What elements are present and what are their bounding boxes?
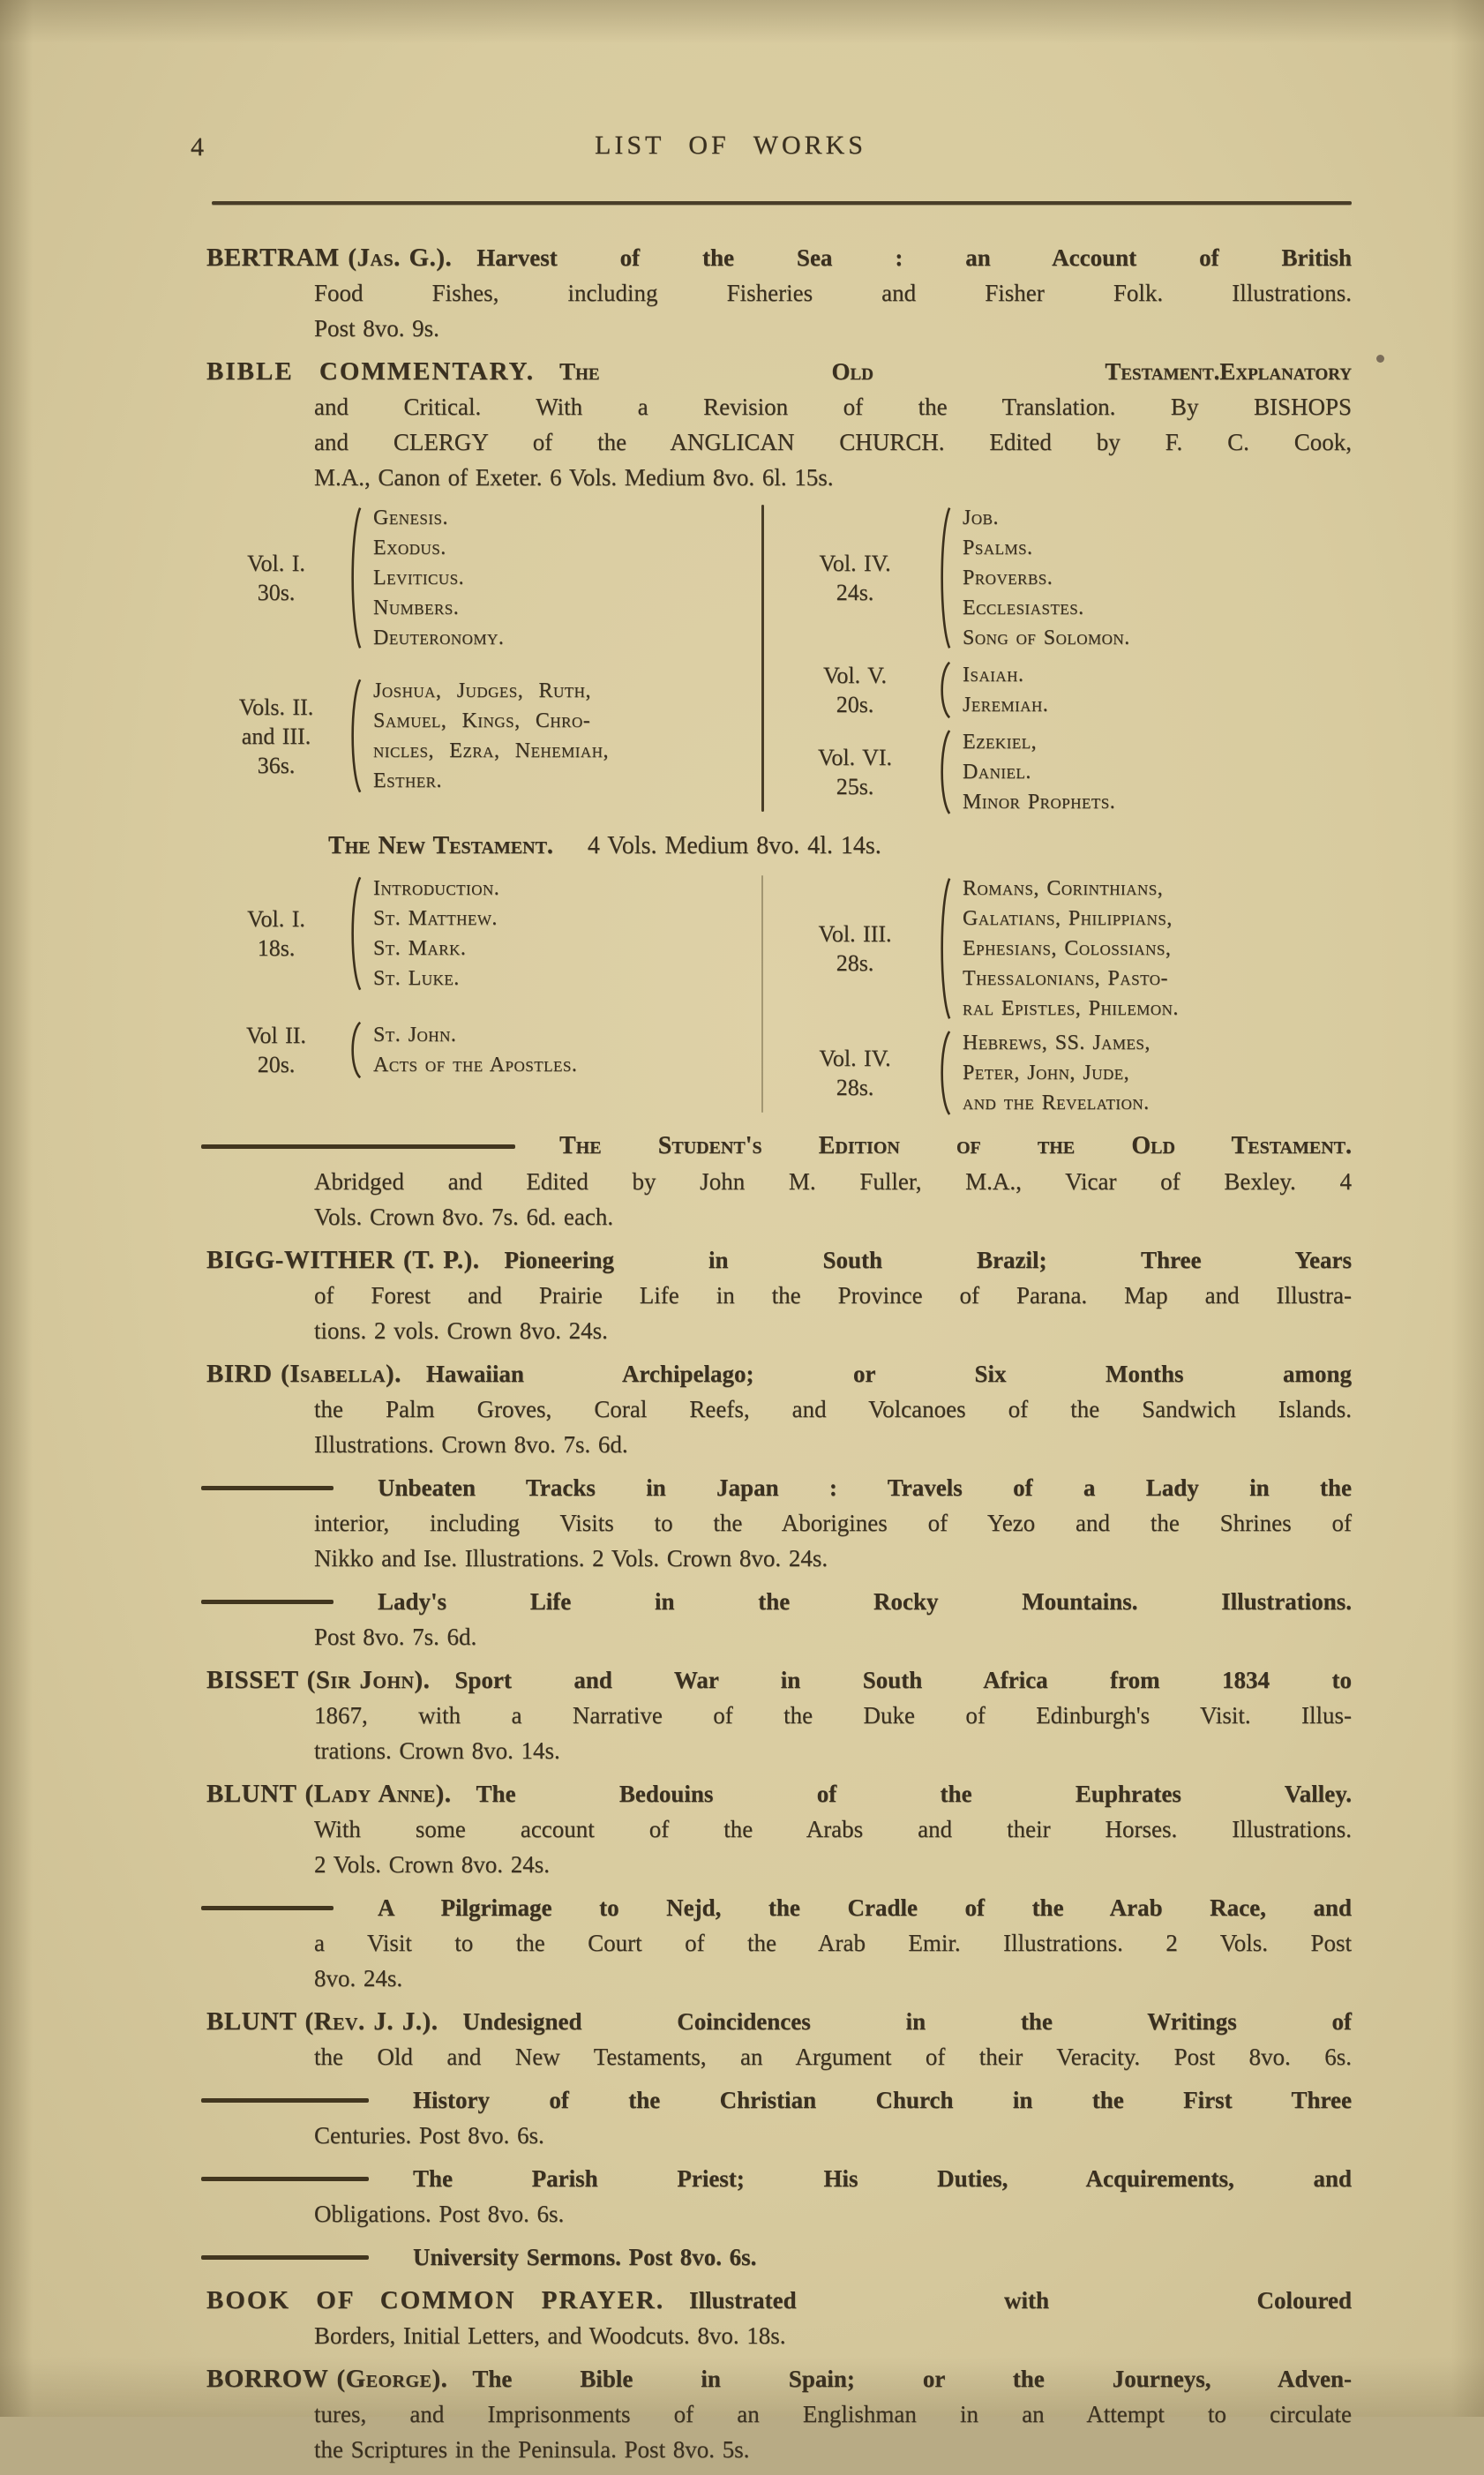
- entry-author: BLUNT (Rev. J. J.).: [206, 2007, 438, 2036]
- brace-icon: [348, 679, 363, 793]
- entry-text-line: the Old and New Testaments, an Argument of their Veracity. Post 8vo. 6s.: [314, 2044, 1352, 2070]
- volume-label: Vols. II. and III. 36s.: [238, 694, 314, 778]
- volume-group: [775, 874, 1352, 1024]
- volume-label: Vol. IV. 24s.: [819, 551, 891, 605]
- brace-icon: [937, 1031, 952, 1115]
- entry-title: The Parish Priest; His Duties, Acquirements, and: [413, 2165, 1352, 2192]
- volume-label: Vol. VI. 25s.: [817, 745, 893, 799]
- ditto-dash: [201, 2177, 369, 2181]
- entry-author: BOOK OF COMMON PRAYER.: [206, 2286, 665, 2314]
- catalog-entry-bird-hawaiian: [206, 1356, 1352, 1462]
- catalog-entry-blunt-bedouins: [206, 1776, 1352, 1882]
- volume-group: [775, 1028, 1352, 1118]
- entry-author: BORROW (George).: [206, 2365, 448, 2393]
- catalog-entry-bird-japan: [206, 1470, 1352, 1576]
- entry-text-line: 1867, with a Narrative of the Duke of Edinburgh's Visit. Illus-: [314, 1702, 1352, 1729]
- table-left-column: [115, 874, 761, 1080]
- entry-text-line: 2 Vols. Crown 8vo. 24s.: [314, 1851, 550, 1878]
- volume-books: Hebrews, SS. James, Peter, John, Jude, and the Revelation.: [963, 1031, 1150, 1114]
- volume-group: [206, 676, 761, 796]
- volume-books: Introduction. St. Matthew. St. Mark. St. Luke.: [373, 877, 500, 990]
- entry-title: A Pilgrimage to Nejd, the Cradle of the Arab Race, and: [378, 1894, 1352, 1921]
- volume-books: St. John. Acts of the Apostles.: [373, 1024, 578, 1076]
- volume-group: [775, 503, 1352, 653]
- entry-title: The Bedouins of the Euphrates Valley.: [476, 1781, 1352, 1807]
- entry-text-line: the Palm Groves, Coral Reefs, and Volcanoes of the Sandwich Islands.: [314, 1396, 1352, 1422]
- heading-detail: 4 Vols. Medium 8vo. 4l. 14s.: [587, 832, 881, 859]
- entry-title: Illustrated with Coloured: [689, 2287, 1352, 2314]
- ditto-dash: [201, 1144, 515, 1149]
- entry-text-line: tions. 2 vols. Crown 8vo. 24s.: [314, 1317, 608, 1344]
- ditto-dash: [201, 2098, 369, 2103]
- brace-icon: [348, 1022, 363, 1078]
- column-divider: [761, 505, 764, 812]
- header-rule: [212, 201, 1352, 205]
- catalog-entry-students-edition: [206, 1129, 1352, 1234]
- entry-text-line: Centuries. Post 8vo. 6s.: [314, 2122, 544, 2149]
- volume-group: [206, 503, 761, 653]
- brace-icon: [937, 877, 952, 1020]
- volume-label: Vol. IV. 28s.: [819, 1046, 891, 1100]
- table-left-column: [115, 503, 761, 796]
- volume-label: Vol. III. 28s.: [818, 921, 892, 976]
- entry-text-line: Vols. Crown 8vo. 7s. 6d. each.: [314, 1204, 614, 1230]
- entry-text-line: Illustrations. Crown 8vo. 7s. 6d.: [314, 1431, 628, 1458]
- volume-books: Ezekiel, Daniel. Minor Prophets.: [963, 731, 1116, 814]
- entry-author: BIGG-WITHER (T. P.).: [206, 1246, 480, 1274]
- entry-text-line: of Forest and Prairie Life in the Province of Parana. Map and Illustra-: [314, 1282, 1352, 1309]
- volume-group: [206, 1020, 761, 1080]
- entry-text-line: and Critical. With a Revision of the Translation. By BISHOPS: [314, 394, 1352, 420]
- new-testament-heading: [328, 828, 1352, 865]
- catalog-entry-blunt-parish-priest: [206, 2161, 1352, 2231]
- volume-group: [775, 727, 1352, 817]
- heading-text: The New Testament.: [328, 832, 553, 859]
- volume-label: Vol II. 20s.: [246, 1023, 306, 1077]
- ditto-dash: [201, 1600, 334, 1604]
- ditto-dash: [201, 1486, 334, 1490]
- brace-icon: [348, 506, 363, 649]
- entry-text-line: a Visit to the Court of the Arab Emir. Illustrations. 2 Vols. Post: [314, 1930, 1352, 1956]
- column-divider: [761, 875, 763, 1113]
- catalog-entry-bigg-wither: [206, 1242, 1352, 1348]
- catalog-entry-blunt-undesigned: [206, 2004, 1352, 2074]
- table-right-column: [775, 874, 1352, 1118]
- volume-books: Isaiah. Jeremiah.: [963, 664, 1049, 716]
- catalog-entry-bird-rocky-mountains: [206, 1584, 1352, 1654]
- catalog-entry-borrow: [206, 2361, 1352, 2467]
- entry-text-line: M.A., Canon of Exeter. 6 Vols. Medium 8vo. 6l. 15s.: [314, 464, 834, 491]
- volume-books: Joshua, Judges, Ruth, Samuel, Kings, Chro- nicles, Ezra, Nehemiah, Esther.: [373, 679, 609, 792]
- brace-icon: [937, 506, 952, 649]
- volume-books: Romans, Corinthians, Galatians, Philippians, Ephesians, Colossians, Thessalonians, Pasto- ral Epistles, Philemon.: [963, 877, 1179, 1020]
- entry-title: Unbeaten Tracks in Japan : Travels of a Lady in the: [378, 1474, 1352, 1501]
- entry-text-line: interior, including Visits to the Aborigines of Yezo and the Shrines of: [314, 1510, 1352, 1536]
- entry-text-line: Borders, Initial Letters, and Woodcuts. 8vo. 18s.: [314, 2322, 786, 2349]
- entry-text-line: Food Fishes, including Fisheries and Fisher Folk. Illustrations.: [314, 280, 1352, 306]
- entry-author: BISSET (Sir John).: [206, 1666, 431, 1694]
- page-number: 4: [191, 132, 204, 161]
- running-title: LIST OF WORKS: [595, 131, 866, 160]
- volume-label: Vol. I. 18s.: [247, 906, 305, 961]
- entry-text-line: With some account of the Arabs and their Horses. Illustrations.: [314, 1816, 1352, 1842]
- catalog-entry-blunt-history: [206, 2082, 1352, 2153]
- entry-title: Hawaiian Archipelago; or Six Months among: [425, 1361, 1352, 1387]
- entry-author: BIBLE COMMENTARY.: [206, 357, 536, 386]
- entry-text-line: Abridged and Edited by John M. Fuller, M.A., Vicar of Bexley. 4: [314, 1168, 1352, 1195]
- catalog-entry-blunt-pilgrimage: [206, 1890, 1352, 1996]
- entry-author: BERTRAM (Jas. G.).: [206, 244, 453, 272]
- brace-icon: [348, 876, 363, 991]
- brace-icon: [937, 730, 952, 814]
- volume-books: Job. Psalms. Proverbs. Ecclesiastes. Song of Solomon.: [963, 506, 1130, 649]
- entry-text-line: trations. Crown 8vo. 14s.: [314, 1737, 560, 1764]
- ditto-dash: [201, 2255, 369, 2260]
- entry-text-line: the Scriptures in the Peninsula. Post 8vo. 5s.: [314, 2436, 750, 2463]
- entry-title: Undesigned Coincidences in the Writings of: [462, 2008, 1352, 2035]
- entry-title: The Student's Edition of the Old Testament.: [559, 1132, 1352, 1159]
- entry-title: Harvest of the Sea : an Account of British: [476, 244, 1352, 271]
- volume-label: Vol. V. 20s.: [822, 663, 888, 717]
- entry-title: Explanatory: [1219, 358, 1352, 385]
- volume-group: [206, 874, 761, 994]
- volume-books: Genesis. Exodus. Leviticus. Numbers. Deuteronomy.: [373, 506, 505, 649]
- entry-text-line: Nikko and Ise. Illustrations. 2 Vols. Crown 8vo. 24s.: [314, 1545, 828, 1571]
- table-right-column: [775, 503, 1352, 817]
- entry-text-line: Post 8vo. 9s.: [314, 315, 439, 341]
- entry-subtitle: The Old Testament.: [559, 358, 1220, 385]
- ditto-dash: [201, 1906, 334, 1910]
- entry-text-line: Obligations. Post 8vo. 6s.: [314, 2201, 565, 2227]
- entry-title: Lady's Life in the Rocky Mountains. Illustrations.: [378, 1588, 1352, 1615]
- volume-group: [775, 660, 1352, 720]
- entry-title: The Bible in Spain; or the Journeys, Adven-: [472, 2366, 1352, 2392]
- entry-title: Pioneering in South Brazil; Three Years: [504, 1247, 1352, 1273]
- entry-text-line: Post 8vo. 7s. 6d.: [314, 1624, 477, 1650]
- catalog-entry-blunt-university-sermons: [206, 2239, 1352, 2275]
- entry-text-line: 8vo. 24s.: [314, 1965, 403, 1991]
- brace-icon: [937, 662, 952, 718]
- catalog-entry-bible-commentary: [206, 354, 1352, 495]
- page-content: [206, 240, 1352, 2475]
- entry-title: Sport and War in South Africa from 1834 to: [454, 1667, 1352, 1693]
- entry-title: History of the Christian Church in the First Three: [413, 2087, 1352, 2113]
- entry-title: University Sermons. Post 8vo. 6s.: [413, 2244, 757, 2270]
- entry-author: BIRD (Isabella).: [206, 1360, 401, 1388]
- old-testament-volume-table: [115, 503, 1352, 817]
- entry-author: BLUNT (Lady Anne).: [206, 1780, 452, 1808]
- new-testament-volume-table: [115, 874, 1352, 1118]
- catalog-entry-bisset: [206, 1662, 1352, 1768]
- catalog-entry-bertram: [206, 240, 1352, 346]
- catalog-entry-book-of-common-prayer: [206, 2283, 1352, 2353]
- volume-label: Vol. I. 30s.: [247, 551, 305, 605]
- print-speck: [1376, 355, 1384, 363]
- entry-text-line: and CLERGY of the ANGLICAN CHURCH. Edited by F. C. Cook,: [314, 429, 1352, 455]
- entry-text-line: tures, and Imprisonments of an Englishman in an Attempt to circulate: [314, 2401, 1352, 2427]
